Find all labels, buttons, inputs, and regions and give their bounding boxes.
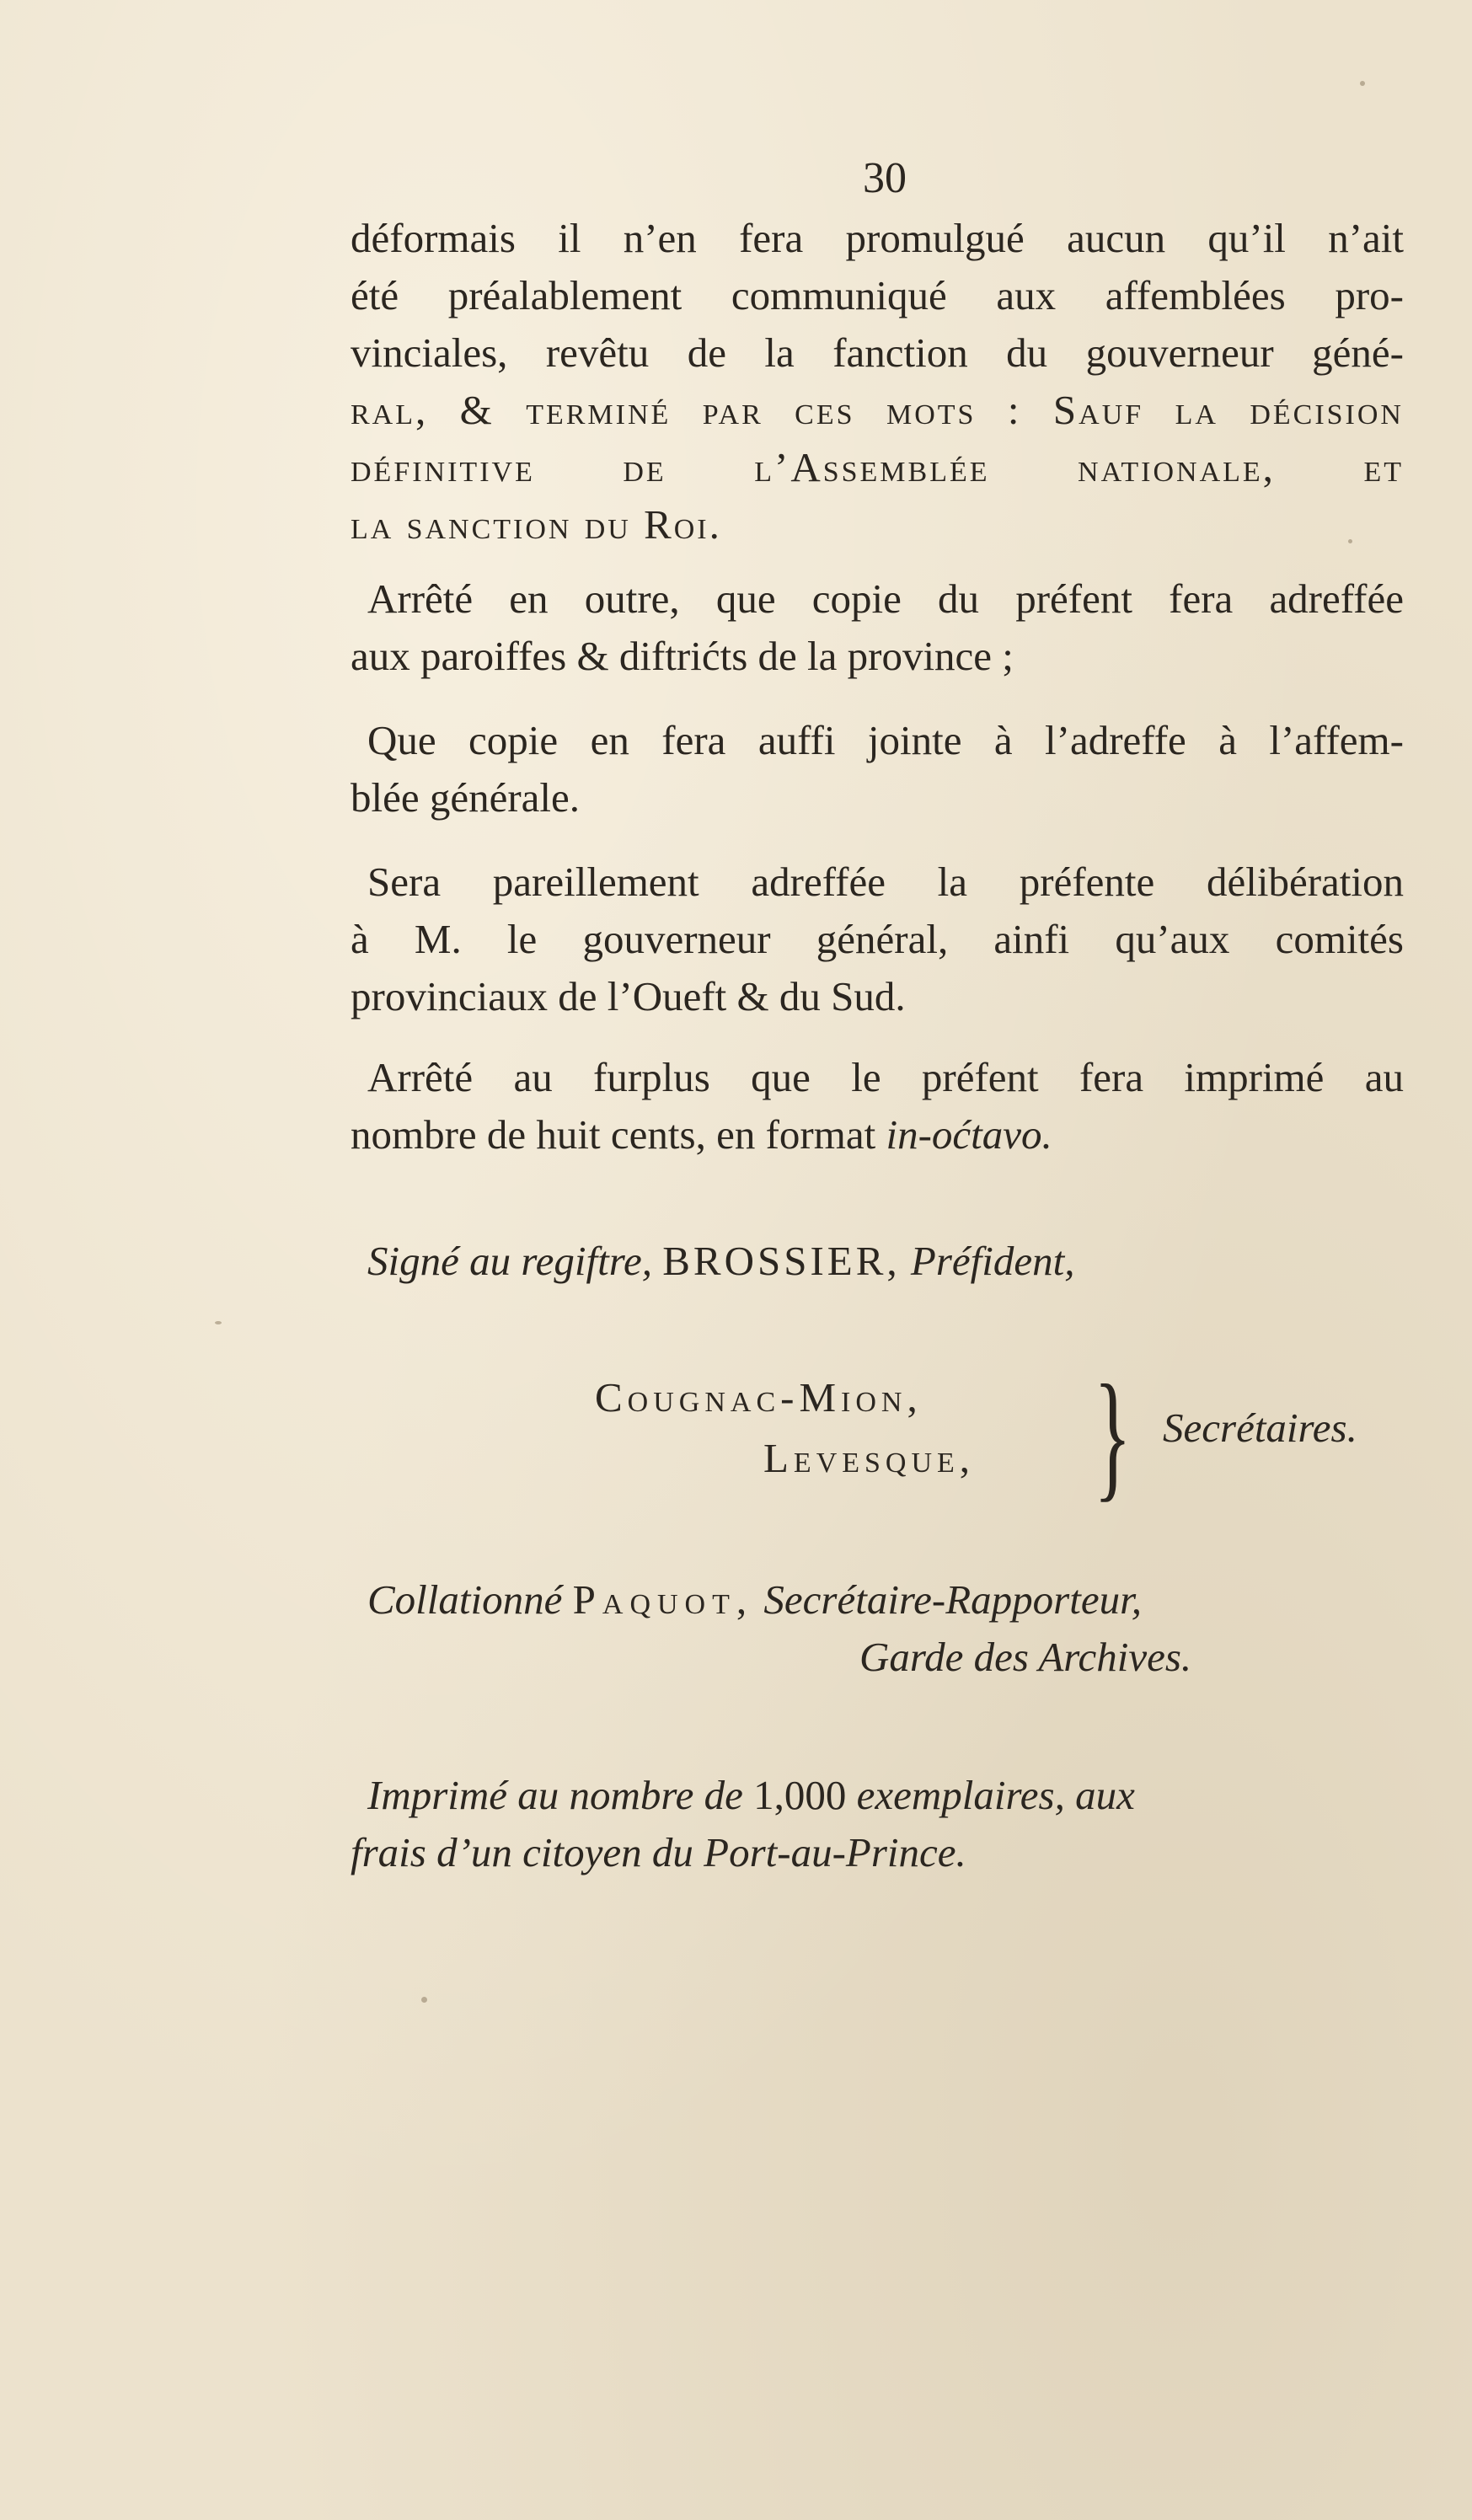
paragraph-5-line-1: Arrêté au furplus que le préfent fera imprimé au xyxy=(367,1054,1404,1100)
collationne-line xyxy=(367,1574,1142,1626)
secretary-2-name: Levesque, xyxy=(763,1435,976,1481)
paragraph-4-line-1: Sera pareillement adreffée la préfente délibération xyxy=(367,859,1404,905)
rapporteur-name: Paquot, xyxy=(572,1576,754,1623)
paper-speck xyxy=(421,1997,427,2003)
signed-prefix: Signé au regiftre, xyxy=(367,1238,652,1284)
paragraph-4-line-3: provinciaux de l’Oueft & du Sud. xyxy=(351,973,906,1019)
signed-line xyxy=(367,1235,1074,1287)
rapporteur-title: Secrétaire-Rapporteur, xyxy=(763,1576,1142,1623)
paragraph-1-line-2: été préalablement communiqué aux affemblées pro- xyxy=(351,272,1404,318)
paragraph-5-line-2-text: nombre de huit cents, en format xyxy=(351,1111,886,1158)
collationne-prefix: Collationné xyxy=(367,1576,563,1623)
paragraph-2-line-1: Arrêté en outre, que copie du préfent fera adreffée xyxy=(367,575,1404,622)
brace-icon: } xyxy=(1094,1356,1132,1514)
paragraph-3-line-1: Que copie en fera auffi jointe à l’adreffe à l’affem- xyxy=(367,717,1404,763)
imprint-text-a: Imprimé au nombre de xyxy=(367,1772,754,1818)
paragraph-4-line-2: à M. le gouverneur général, ainfi qu’aux comités xyxy=(351,916,1404,962)
page-number: 30 xyxy=(863,154,907,202)
paper-speck xyxy=(1360,81,1365,86)
imprint-text-b: exemplaires, aux xyxy=(846,1772,1135,1818)
secretaries-title: Secrétaires. xyxy=(1163,1404,1357,1451)
paragraph-1-line-5: définitive de l’Assemblée nationale, et xyxy=(351,444,1404,490)
paragraph-2-line-2: aux paroiffes & diftrićts de la province ; xyxy=(351,633,1014,679)
archives-title: Garde des Archives. xyxy=(859,1634,1192,1680)
paragraph-5-line-2 xyxy=(351,1109,1052,1161)
paragraph-1-line-3: vinciales, revêtu de la fanction du gouverneur géné- xyxy=(351,329,1404,376)
president-title: Préfident, xyxy=(910,1238,1075,1284)
secretary-1-name: Cougnac-Mion, xyxy=(595,1374,923,1421)
paragraph-1-line-1: déformais il n’en fera promulgué aucun qu’il n’ait xyxy=(351,215,1404,261)
paper-speck xyxy=(215,1321,222,1324)
paragraph-1-line-6: la sanction du Roi. xyxy=(351,501,722,548)
paragraph-1-line-4: ral, & terminé par ces mots : Sauf la décision xyxy=(351,387,1404,433)
paper-speck xyxy=(1348,539,1352,543)
format-in-octavo: in-oćtavo. xyxy=(886,1111,1052,1158)
paragraph-3-line-2: blée générale. xyxy=(351,774,581,821)
imprint-line-1 xyxy=(367,1769,1135,1822)
imprint-line-2: frais d’un citoyen du Port-au-Prince. xyxy=(351,1829,966,1875)
imprint-count: 1,000 xyxy=(753,1772,847,1818)
president-name: BROSSIER, xyxy=(662,1238,901,1284)
